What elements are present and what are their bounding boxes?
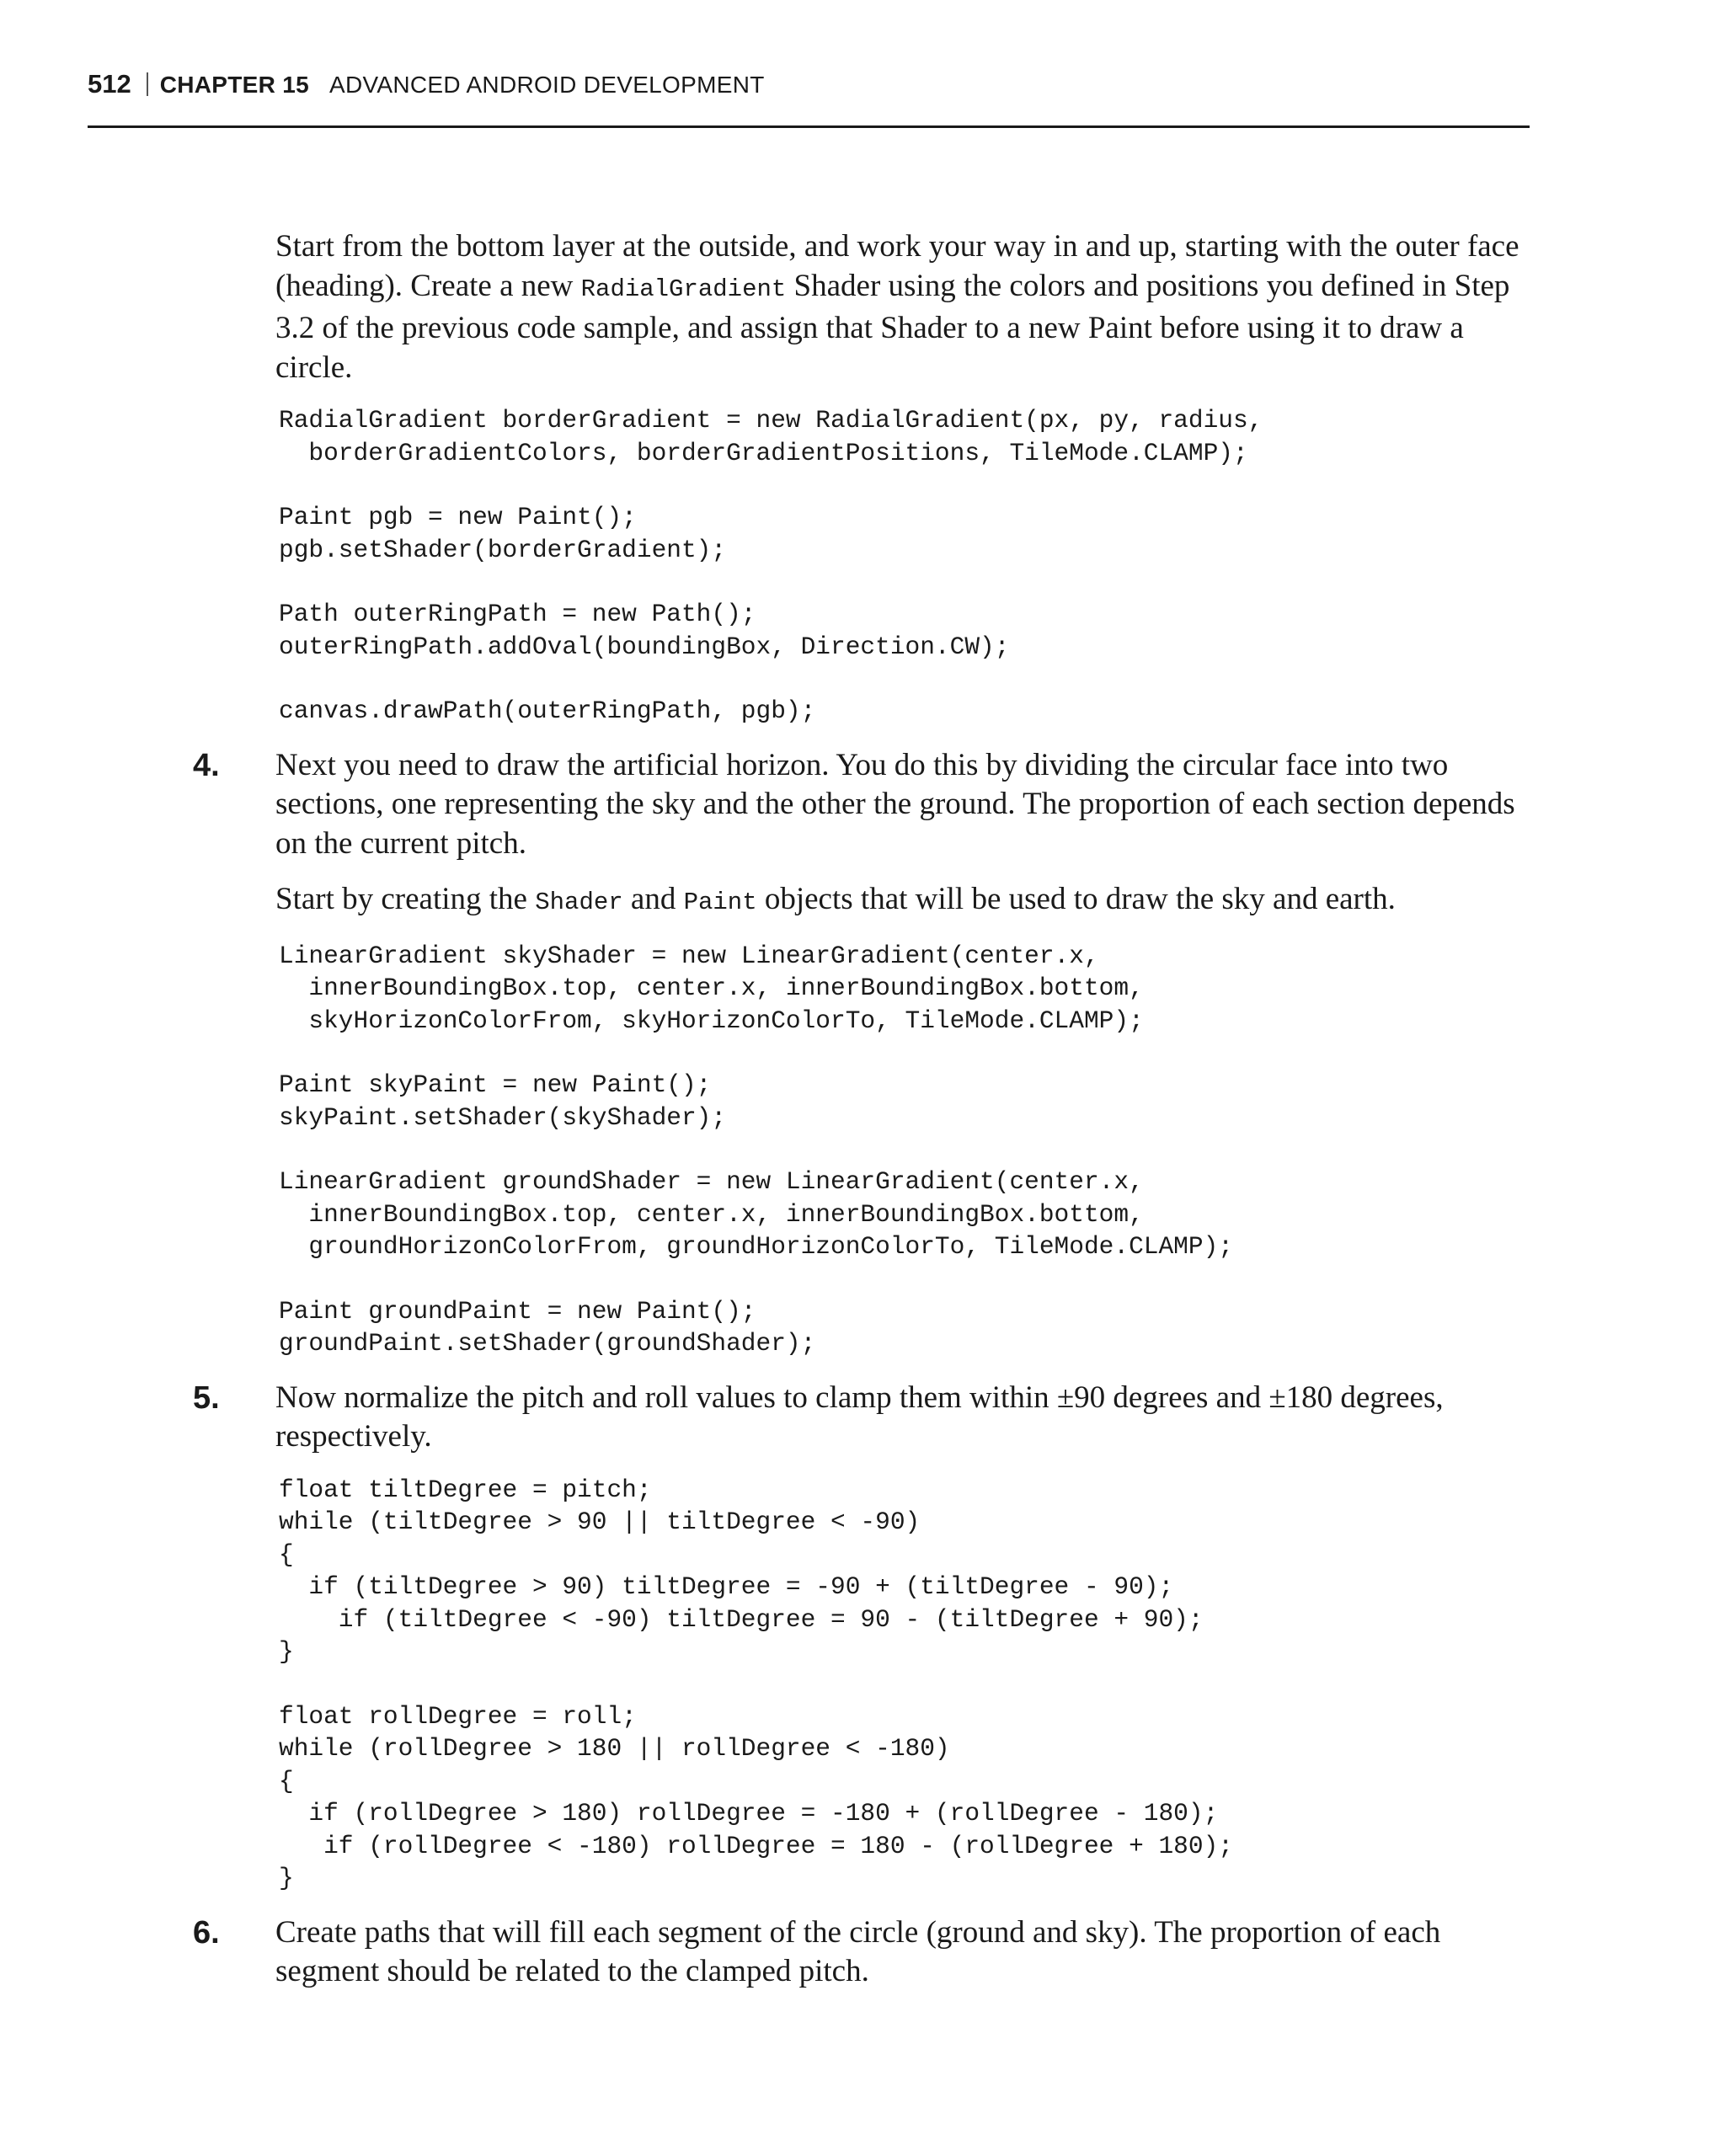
code-block-paint-pgb: Paint pgb = new Paint(); pgb.setShader(borderGradient); — [279, 503, 727, 564]
code-block-sky-paint: Paint skyPaint = new Paint(); skyPaint.setShader(skyShader); — [279, 1070, 727, 1132]
header-separator — [147, 72, 148, 96]
code-block-border-gradient: RadialGradient borderGradient = new RadialGradient(px, py, radius, borderGradientColors, borderGradientPositions, TileMode.CLAMP); — [279, 406, 1263, 467]
chapter-label: CHAPTER 15 — [159, 72, 309, 98]
code-gap — [275, 1668, 1539, 1700]
step-4-subtext — [275, 880, 1539, 923]
step-5-text: Now normalize the pitch and roll values to clamp them within ±90 degrees and ±180 degrees, respectively. — [275, 1380, 1444, 1454]
code-gap — [275, 1134, 1539, 1166]
step-number-6: 6. — [193, 1914, 220, 1951]
running-header — [88, 62, 1530, 128]
code-gap — [275, 469, 1539, 501]
intro-paragraph — [275, 227, 1539, 387]
step-4-subtext-2: and — [622, 882, 684, 916]
inline-code-shader: Shader — [535, 889, 623, 916]
code-gap — [275, 1263, 1539, 1295]
code-block-tilt: float tiltDegree = pitch; while (tiltDegree > 90 || tiltDegree < -90) { if (tiltDegree > 90) tiltDegree = -90 + (tiltDegree - 90); if (tiltDegree < -90) tiltDegree = 90 - (tiltDegree + 90); } — [279, 1475, 1204, 1666]
code-gap — [275, 566, 1539, 598]
step-number-5: 5. — [193, 1380, 220, 1416]
intro-text-1: Start from the bottom layer at the outside, and work your way in and up, starting with the outer face (heading). Create a new — [275, 229, 1519, 303]
code-block-draw-path: canvas.drawPath(outerRingPath, pgb); — [279, 696, 816, 725]
chapter-title: ADVANCED ANDROID DEVELOPMENT — [329, 72, 765, 98]
code-block-ground-paint: Paint groundPaint = new Paint(); groundPaint.setShader(groundShader); — [279, 1296, 816, 1358]
step-4-subtext-1: Start by creating the — [275, 882, 536, 916]
intro-text-2: Shader using the colors and positions you defined in Step 3.2 of the previous code sample, and assign that Shader to a new Paint before using it to draw a circle. — [275, 268, 1510, 385]
code-block-ground-shader: LinearGradient groundShader = new LinearGradient(center.x, innerBoundingBox.top, center.x, innerBoundingBox.bottom, groundHorizonColorFrom, groundHorizonColorTo, TileMode.CLAMP); — [279, 1167, 1233, 1261]
page-body — [193, 227, 1539, 2009]
page-number: 512 — [88, 69, 131, 99]
step-6 — [193, 1913, 1539, 1992]
code-gap — [275, 1037, 1539, 1069]
inline-code-paint: Paint — [683, 889, 757, 916]
step-5 — [193, 1379, 1539, 1895]
inline-code-radialgradient: RadialGradient — [580, 275, 787, 303]
code-gap — [275, 663, 1539, 695]
step-4-text: Next you need to draw the artificial horizon. You do this by dividing the circular face into two sections, one representing the sky and the other the ground. The proportion of each section depends on the current pitch. — [275, 747, 1515, 861]
code-block-roll: float rollDegree = roll; while (rollDegree > 180 || rollDegree < -180) { if (rollDegree > 180) rollDegree = -180 + (rollDegree - 180); if (rollDegree < -180) rollDegree = 180 - (rollDegree + 180); } — [279, 1701, 1233, 1892]
code-block-outer-ring-path: Path outerRingPath = new Path(); outerRingPath.addOval(boundingBox, Direction.CW); — [279, 600, 1010, 661]
code-block-sky-shader: LinearGradient skyShader = new LinearGradient(center.x, innerBoundingBox.top, center.x, innerBoundingBox.bottom, skyHorizonColorFrom, skyHorizonColorTo, TileMode.CLAMP); — [279, 941, 1144, 1035]
step-6-text: Create paths that will fill each segment of the circle (ground and sky). The proportion of each segment should be related to the clamped pitch. — [275, 1914, 1441, 1988]
step-4 — [193, 746, 1539, 1360]
step-4-subtext-3: objects that will be used to draw the sky and earth. — [756, 882, 1396, 916]
step-number-4: 4. — [193, 747, 220, 783]
